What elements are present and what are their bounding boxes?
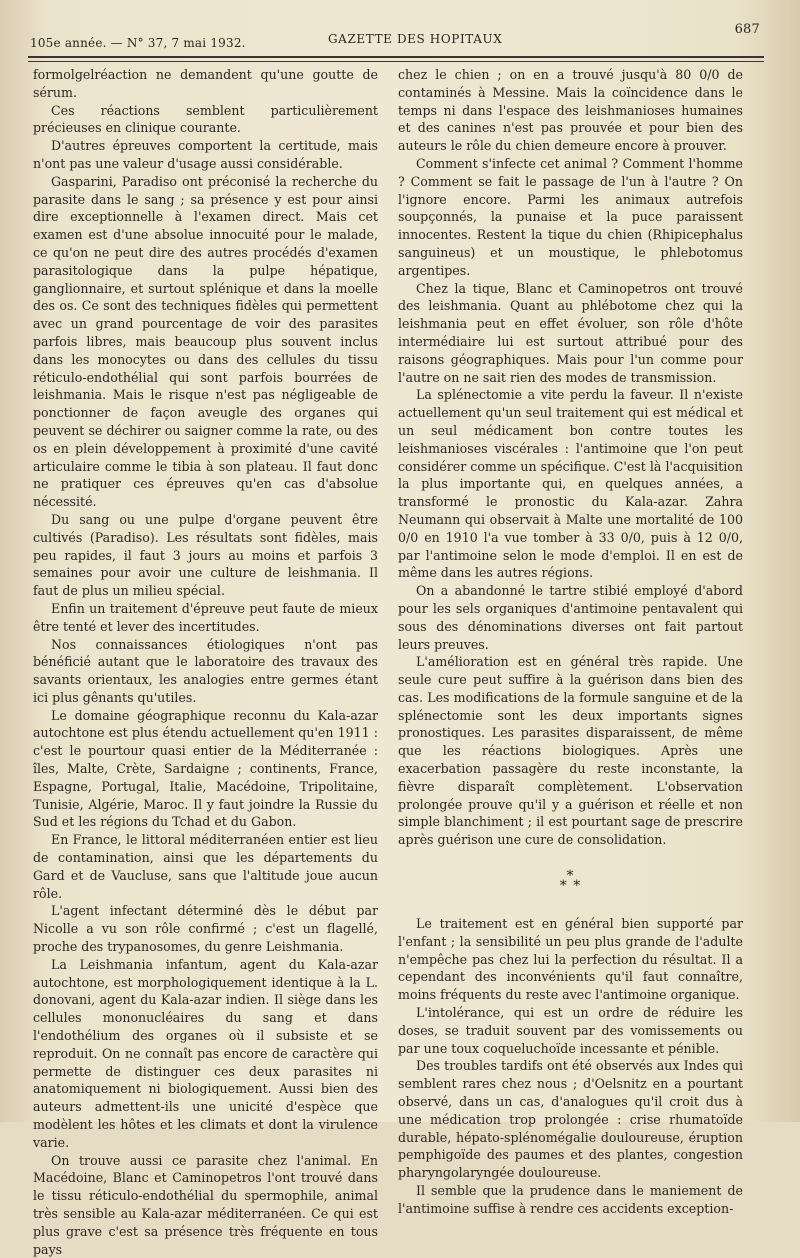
section-separator: * * *	[559, 868, 582, 895]
right-column	[398, 66, 743, 1218]
issue-info: 105e année. — N° 37, 7 mai 1932.	[30, 36, 246, 50]
paragraph: Enfin un traitement d'épreuve peut faute de mieux être tenté et lever des incertitudes.	[33, 600, 378, 634]
paragraph: Du sang ou une pulpe d'organe peuvent être cultivés (Paradiso). Les résultats sont fidèles, mais peu rapides, il faut 3 jours au moins et parfois 3 semaines pour avoir une culture de leishmania. Il faut de plus un milieu spécial.	[33, 511, 378, 599]
paragraph: chez le chien ; on en a trouvé jusqu'à 80 0/0 de contaminés à Messine. Mais la coïncidence dans le temps ni dans l'espace des leishmanioses humaines et des canines n'est pas prouvée et pour bien des auteurs le rôle du chien demeure encore à prouver.	[398, 67, 743, 154]
paragraph: Chez la tique, Blanc et Caminopetros ont trouvé des leishmania. Quant au phlébotome chez qui la leishmania peut en effet évoluer, son rôle d'hôte intermédiaire lui est surtout attribué pour des raisons géographiques. Mais pour l'un comme pour l'autre on ne sait rien des modes de transmission.	[398, 280, 743, 385]
paragraph: Le domaine géographique reconnu du Kala-azar autochtone est plus étendu actuellement qu'en 1911 : c'est le pourtour quasi entier de la Méditerranée : îles, Malte, Crète, Sardaigne ; continents, France, Espagne, Portugal, Italie, Macédoine, Tripolitaine, Tunisie, Algérie, Maroc. Il y faut joindre la Russie du Sud et les régions du Tchad et du Gabon.	[33, 707, 378, 830]
paragraph: Ces réactions semblent particulièrement précieuses en clinique courante.	[33, 102, 378, 136]
paragraph: Le traitement est en général bien supporté par l'enfant ; la sensibilité un peu plus grande de l'adulte n'empêche pas chez lui la perfection du résultat. Il a cependant des inconvénients qu'il faut connaître, moins fréquents du reste avec l'antimoine organique.	[398, 916, 743, 1003]
paragraph: L'intolérance, qui est un ordre de réduire les doses, se traduit souvent par des vomissements ou par une toux coqueluchoïde incessante et pénible.	[398, 1005, 743, 1056]
header-rule	[28, 56, 764, 62]
paragraph: Gasparini, Paradiso ont préconisé la recherche du parasite dans le sang ; sa présence y est pour ainsi dire exceptionnelle à l'examen direct. Mais cet examen est d'une absolue innocuité pour le malade, ce qu'on ne peut dire des autres procédés d'examen parasitologique dans la pulpe hépatique, ganglionnaire, et surtout splénique et dans la moelle des os. Ce sont des techniques fidèles qui permettent avec un grand pourcentage de voir des parasites parfois libres, mais beaucoup plus souvent inclus dans les monocytes ou dans des cellules du tissu réticulo-endothélial qui sont parfois bourrées de leishmania. Mais le risque n'est pas négligeable de ponctionner de façon aveugle des organes qui peuvent se déchirer ou saigner comme la rate, ou des os en plein développement à proximité d'une cavité articulaire comme le tibia à son plateau. Il faut donc ne pratiquer ces épreuves qu'en cas d'absolue nécessité.	[33, 173, 378, 510]
paragraph: L'amélioration est en général très rapide. Une seule cure peut suffire à la guérison dans bien des cas. Les modifications de la formule sanguine et de la splénectomie sont les deux importants signes pronostiques. Les parasites disparaissent, de même que les réactions biologiques. Après une exacerbation passagère du reste inconstante, la fièvre disparaît complètement. L'observation prolongée prouve qu'il y a guérison et réelle et non simple blanchiment ; il est pourtant sage de prescrire après guérison une cure de consolidation.	[398, 654, 743, 848]
paragraph: D'autres épreuves comportent la certitude, mais n'ont pas une valeur d'usage aussi considérable.	[33, 138, 378, 171]
paragraph: Des troubles tardifs ont été observés aux Indes qui semblent rares chez nous ; d'Oelsnitz en a pourtant observé, dans un cas, d'analogues qu'il croit dus à une médication trop prolongée : crise rhumatoïde durable, hépato-splénomégalie douloureuse, éruption pemphigoïde des paumes et des plantes, congestion pharyngolaryngée douloureuse.	[398, 1058, 743, 1181]
paragraph: En France, le littoral méditerranéen entier est lieu de contamination, ainsi que les départements du Gard et de Vaucluse, sans que l'altitude joue aucun rôle.	[33, 832, 378, 901]
page-header	[30, 22, 760, 52]
paragraph: Comment s'infecte cet animal ? Comment l'homme ? Comment se fait le passage de l'un à l'autre ? On l'ignore encore. Parmi les animaux autrefois soupçonnés, la punaise et la puce paraissent innocentes. Restent la tique du chien (Rhipicephalus sanguineus) et un moustique, le phlebotomus argentipes.	[398, 155, 743, 278]
paragraph: L'agent infectant déterminé dès le début par Nicolle a vu son rôle confirmé ; c'est un flagellé, proche des trypanosomes, du genre Leishmania.	[33, 903, 378, 955]
paragraph: La Leishmania infantum, agent du Kala-azar autochtone, est morphologiquement identique à la L. donovani, agent du Kala-azar indien. Il siège dans les cellules mononucléaires du sang et dans l'endothélium des organes où il subsiste et se reproduit. On ne connaît pas encore de caractère qui permette de distinguer ces deux parasites ni anatomiquement ni biologiquement. Aussi bien des auteurs admettent-ils une unicité d'espèce que modèlent les hôtes et les climats et dont la virulence varie.	[33, 956, 378, 1150]
paragraph: formolgelréaction ne demandent qu'une goutte de sérum.	[33, 67, 378, 100]
journal-title: GAZETTE DES HOPITAUX	[328, 32, 503, 46]
paragraph: On a abandonné le tartre stibié employé d'abord pour les sels organiques d'antimoine pentavalent qui sous des dénominations diverses ont fait partout leurs preuves.	[398, 583, 743, 652]
paragraph: On trouve aussi ce parasite chez l'animal. En Macédoine, Blanc et Caminopetros l'ont trouvé dans le tissu réticulo-endothélial du spermophile, animal très sensible au Kala-azar méditerranéen. Ce qui est plus grave c'est sa présence très fréquente en tous pays	[33, 1152, 378, 1257]
left-column	[33, 66, 378, 1258]
paragraph: Il semble que la prudence dans le maniement de l'antimoine suffise à rendre ces accidents exception-	[398, 1183, 743, 1216]
paragraph: La splénectomie a vite perdu la faveur. Il n'existe actuellement qu'un seul traitement qui est médical et un seul médicament bon contre toutes les leishmanioses viscérales : l'antimoine que l'on peut considérer comme un spécifique. C'est là l'acquisition la plus importante qui, en quelques années, a transformé le pronostic du Kala-azar. Zahra Neumann qui observait à Malte une mortalité de 100 0/0 en 1910 l'a vue tomber à 33 0/0, puis à 12 0/0, par l'antimoine selon le mode d'emploi. Il en est de même dans les autres régions.	[398, 387, 743, 581]
page-number: 687	[734, 22, 760, 37]
paragraph: Nos connaissances étiologiques n'ont pas bénéficié autant que le laboratoire des travaux des savants orientaux, les analogies entre germes étant ici plus gênants qu'utiles.	[33, 636, 378, 705]
